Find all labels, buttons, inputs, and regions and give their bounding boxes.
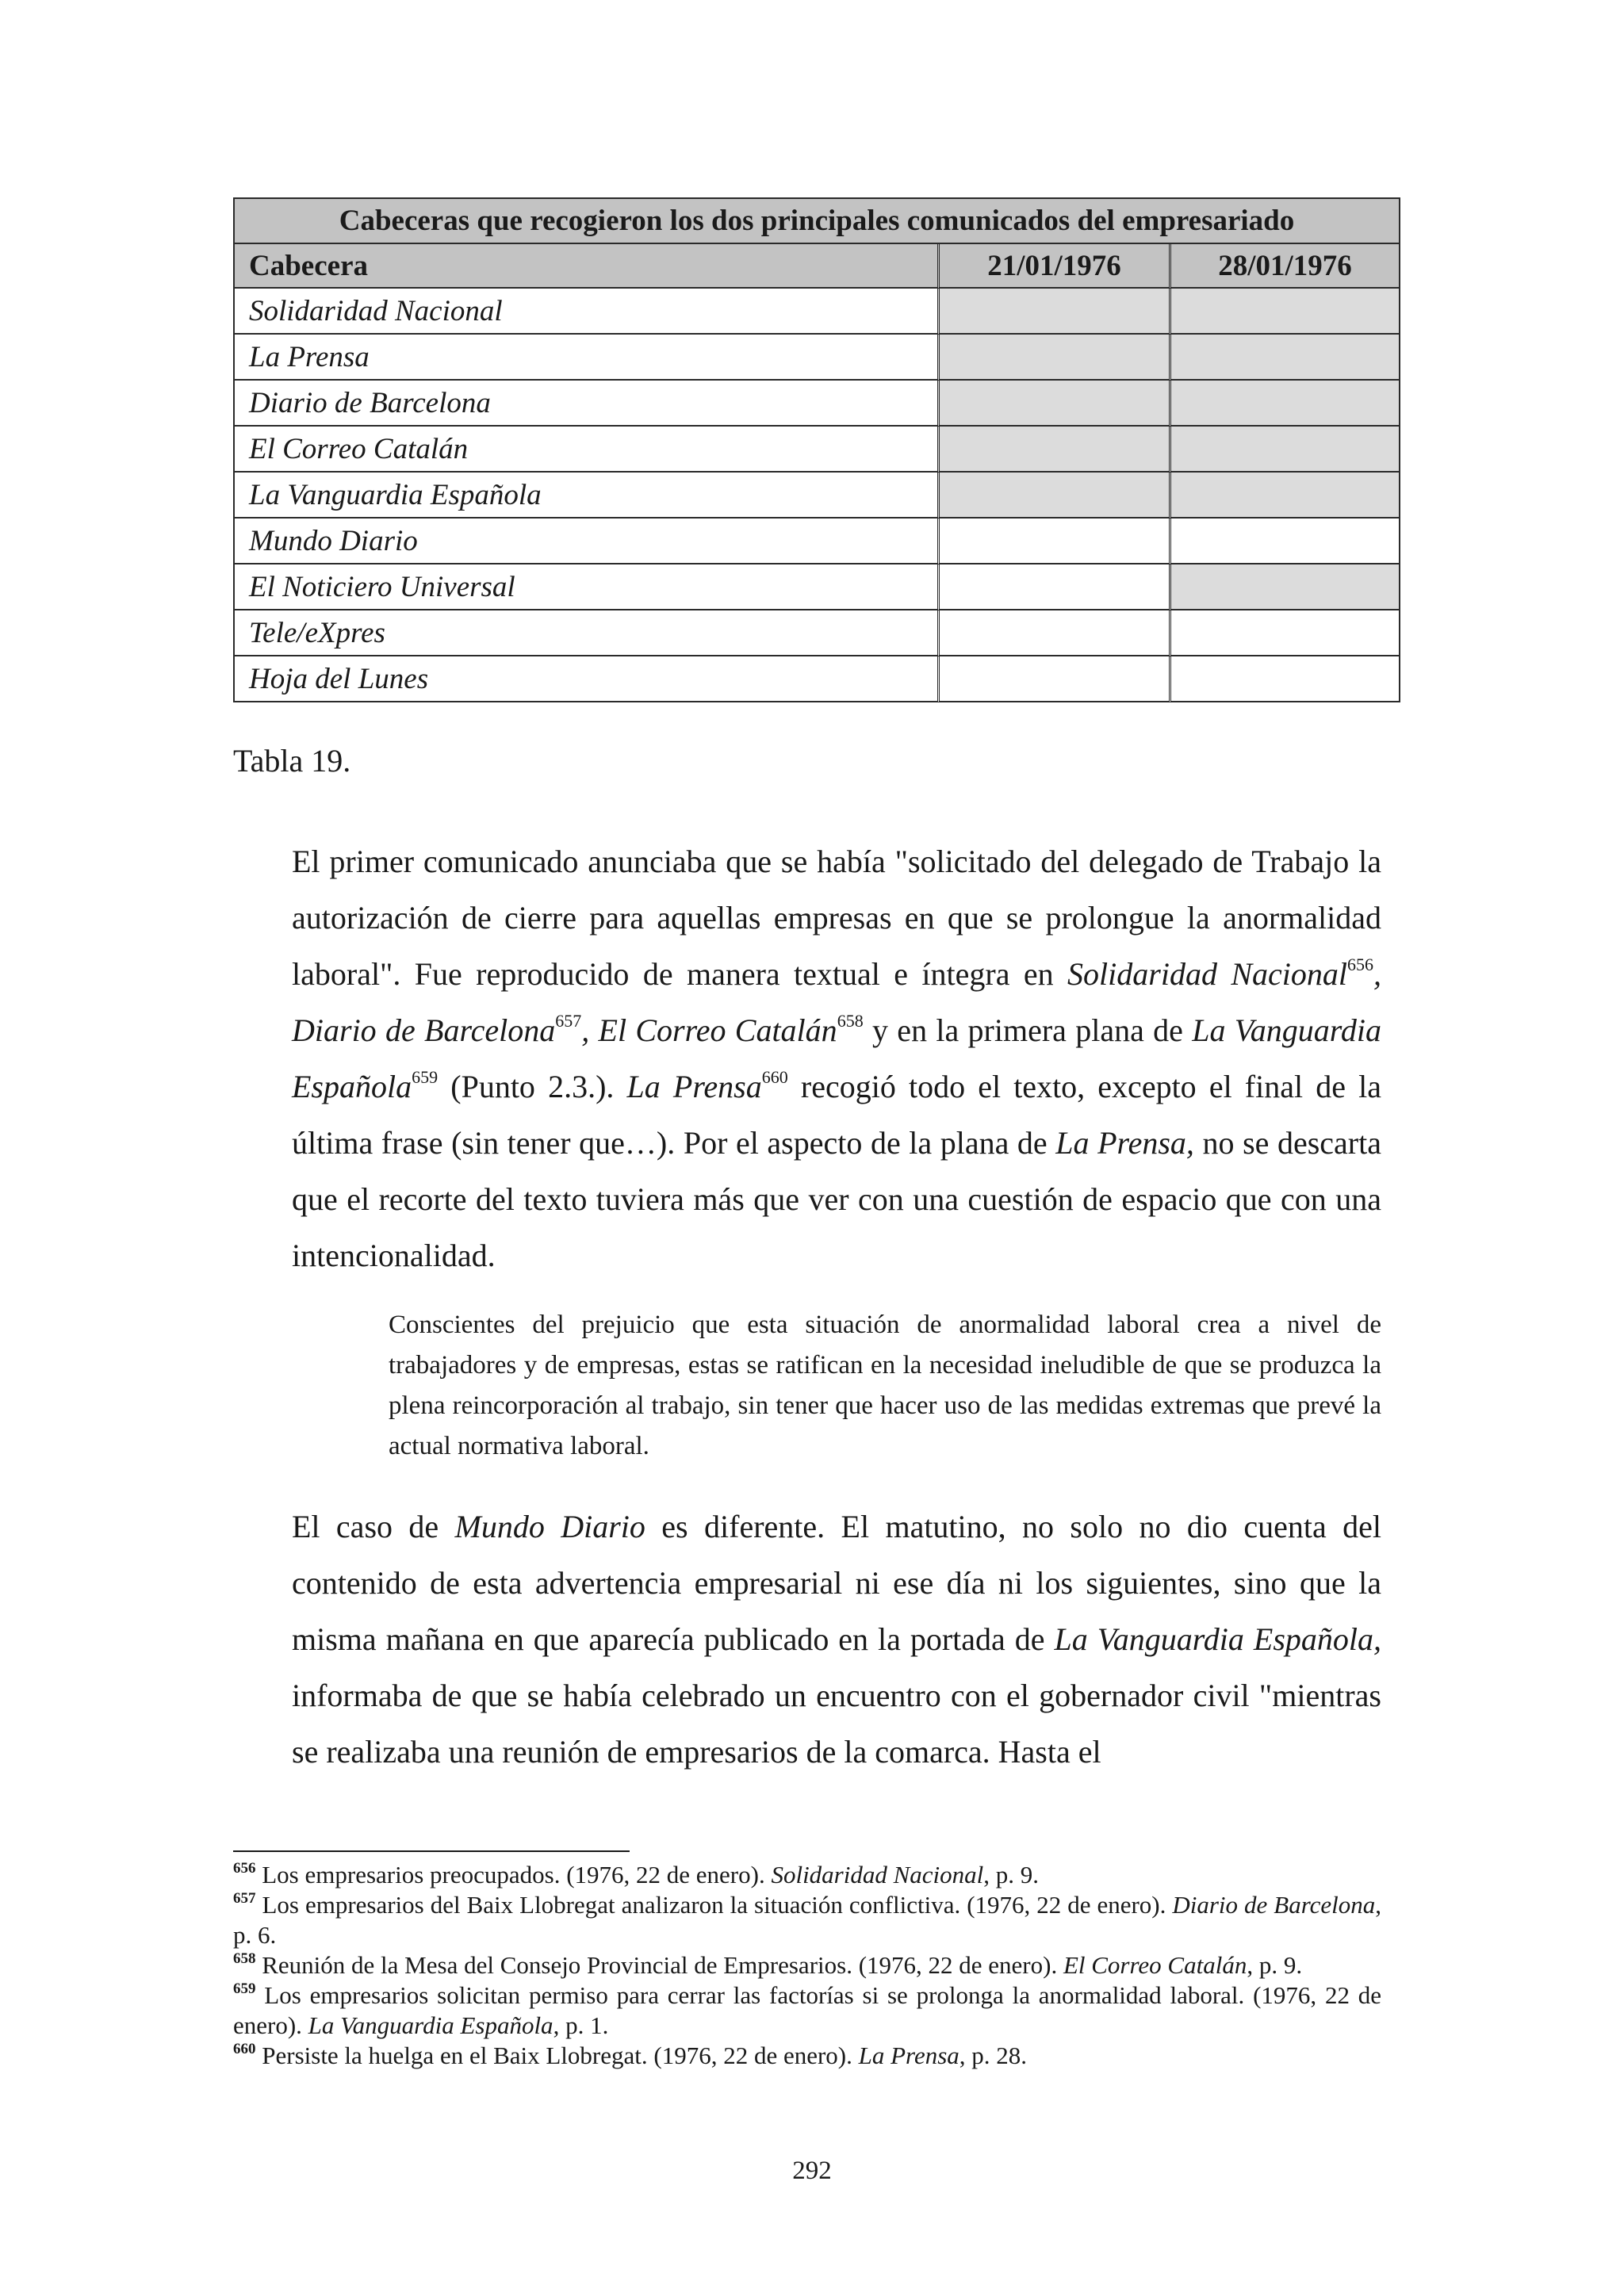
- cabecera-name: Hoja del Lunes: [233, 656, 937, 702]
- table-row: [233, 564, 1400, 610]
- table-caption: Tabla 19.: [233, 743, 351, 779]
- footnote: [233, 1890, 1381, 1950]
- table-title: Cabeceras que recogieron los dos principales comunicados del empresariado: [233, 197, 1400, 244]
- cell-date-2: [1169, 381, 1400, 427]
- page-number: 292: [792, 2156, 832, 2185]
- table-row: [233, 519, 1400, 564]
- cabecera-name: La Prensa: [233, 335, 937, 381]
- footnote-text: Los empresarios del Baix Llobregat analizaron la situación conflictiva. (1976, 22 de enero).: [255, 1891, 1173, 1919]
- cabecera-name: La Vanguardia Española: [233, 473, 937, 519]
- newspaper-title: La Prensa: [626, 1069, 762, 1104]
- newspaper-title: , Diario de Barcelona: [292, 956, 1381, 1048]
- footnote-ref: 659: [412, 1067, 439, 1087]
- cell-date-2: [1169, 473, 1400, 519]
- header-date-1: 21/01/1976: [937, 244, 1169, 289]
- table-row: [233, 381, 1400, 427]
- footnote: [233, 1860, 1381, 1890]
- newspaper-title: Mundo Diario: [454, 1509, 645, 1544]
- cell-date-1: [937, 381, 1169, 427]
- table-row: [233, 335, 1400, 381]
- text: recogió todo el texto, excepto el final de la última frase (sin tener que…). Por el aspecto de la plana de: [292, 1069, 1381, 1161]
- cabecera-name: El Noticiero Universal: [233, 564, 937, 610]
- header-date-2: 28/01/1976: [1169, 244, 1400, 289]
- cabecera-name: Diario de Barcelona: [233, 381, 937, 427]
- table-row: [233, 289, 1400, 335]
- cell-date-2: [1169, 610, 1400, 656]
- newspapers-table: [233, 197, 1400, 702]
- footnote-number: 656: [233, 1860, 256, 1877]
- cell-date-1: [937, 564, 1169, 610]
- text: no se descarta que el recorte del texto tuviera más que ver con una cuestión de espacio que con una intencionalidad.: [292, 1125, 1381, 1273]
- footnote-text: Persiste la huelga en el Baix Llobregat. (1976, 22 de enero).: [255, 2042, 859, 2069]
- paragraph-2: [292, 1498, 1381, 1780]
- cabecera-name: Tele/eXpres: [233, 610, 937, 656]
- cabecera-name: El Correo Catalán: [233, 427, 937, 473]
- footnote-number: 660: [233, 2041, 256, 2057]
- table-row: [233, 656, 1400, 702]
- footnote-source: Solidaridad Nacional: [771, 1861, 984, 1888]
- cell-date-1: [937, 656, 1169, 702]
- footnote-divider: [233, 1850, 630, 1852]
- cell-date-1: [937, 289, 1169, 335]
- newspaper-title: La Vanguardia Española: [292, 1012, 1382, 1104]
- cell-date-1: [937, 519, 1169, 564]
- footnote-text: Reunión de la Mesa del Consejo Provincial de Empresarios. (1976, 22 de enero).: [255, 1951, 1063, 1979]
- text: y en la primera plana de: [863, 1012, 1193, 1048]
- footnote-text: Los empresarios preocupados. (1976, 22 de enero).: [255, 1861, 772, 1888]
- newspaper-title: Solidaridad Nacional: [1067, 956, 1347, 992]
- cell-date-1: [937, 427, 1169, 473]
- paragraph-1: [292, 833, 1381, 1284]
- cell-date-2: [1169, 427, 1400, 473]
- block-quote: Conscientes del prejuicio que esta situación de anormalidad laboral crea a nivel de trabajadores y de empresas, estas se ratifican en la necesidad ineludible de que se produzca la plena reincorporación al trabajo, sin tener que hacer uso de las medidas extremas que prevé la actual normativa laboral.: [389, 1311, 1381, 1460]
- cabecera-name: Mundo Diario: [233, 519, 937, 564]
- cell-date-1: [937, 473, 1169, 519]
- footnote-text: Los empresarios solicitan permiso para cerrar las factorías si se prolonga la anormalidad laboral. (1976, 22 de enero).: [233, 1981, 1381, 2039]
- footnote: [233, 1980, 1381, 2041]
- cell-date-2: [1169, 335, 1400, 381]
- footnote-page: , p. 9.: [983, 1861, 1040, 1888]
- footnotes: [233, 1860, 1381, 2071]
- footnote-number: 657: [233, 1890, 256, 1907]
- footnote-source: La Vanguardia Española: [308, 2011, 553, 2039]
- text: informaba de que se había celebrado un encuentro con el gobernador civil "mientras se realizaba una reunión de empresarios de la comarca. Hasta el: [292, 1678, 1381, 1770]
- footnote-page: , p. 1.: [553, 2011, 609, 2039]
- cabecera-name: Solidaridad Nacional: [233, 289, 937, 335]
- footnote-page: , p. 9.: [1247, 1951, 1303, 1979]
- header-cabecera: Cabecera: [233, 244, 937, 289]
- newspaper-title: La Vanguardia Española,: [1054, 1621, 1381, 1657]
- cell-date-2: [1169, 289, 1400, 335]
- footnote: [233, 2041, 1381, 2071]
- footnote-number: 659: [233, 1980, 256, 1997]
- table-row: [233, 427, 1400, 473]
- footnote-ref: 657: [555, 1011, 582, 1031]
- footnote-page: , p. 6.: [233, 1891, 1381, 1949]
- footnote-ref: 660: [761, 1067, 788, 1087]
- footnote-ref: 656: [1347, 955, 1373, 974]
- text: es diferente. El matutino, no solo no dio cuenta del contenido de esta advertencia empresarial ni ese día ni los siguientes, sino que la misma mañana en que aparecía publicado en la portada de: [292, 1509, 1381, 1657]
- table-row: [233, 473, 1400, 519]
- footnote: [233, 1950, 1381, 1980]
- footnote-source: La Prensa: [858, 2042, 959, 2069]
- text: (Punto 2.3.).: [438, 1069, 627, 1104]
- newspaper-title: , El Correo Catalán: [581, 1012, 837, 1048]
- text: El primer comunicado anunciaba que se había "solicitado del delegado de Trabajo la autorización de cierre para aquellas empresas en que se prolongue la anormalidad laboral". Fue reproducido de manera textual e íntegra en: [292, 844, 1381, 992]
- newspaper-title: La Prensa,: [1055, 1125, 1194, 1161]
- cell-date-1: [937, 335, 1169, 381]
- footnote-source: El Correo Catalán: [1063, 1951, 1247, 1979]
- footnote-source: Diario de Barcelona: [1172, 1891, 1376, 1919]
- cell-date-2: [1169, 564, 1400, 610]
- cell-date-1: [937, 610, 1169, 656]
- footnote-ref: 658: [837, 1011, 864, 1031]
- footnote-number: 658: [233, 1950, 256, 1967]
- cell-date-2: [1169, 656, 1400, 702]
- footnote-page: , p. 28.: [959, 2042, 1028, 2069]
- cell-date-2: [1169, 519, 1400, 564]
- text: El caso de: [292, 1509, 455, 1544]
- table-row: [233, 610, 1400, 656]
